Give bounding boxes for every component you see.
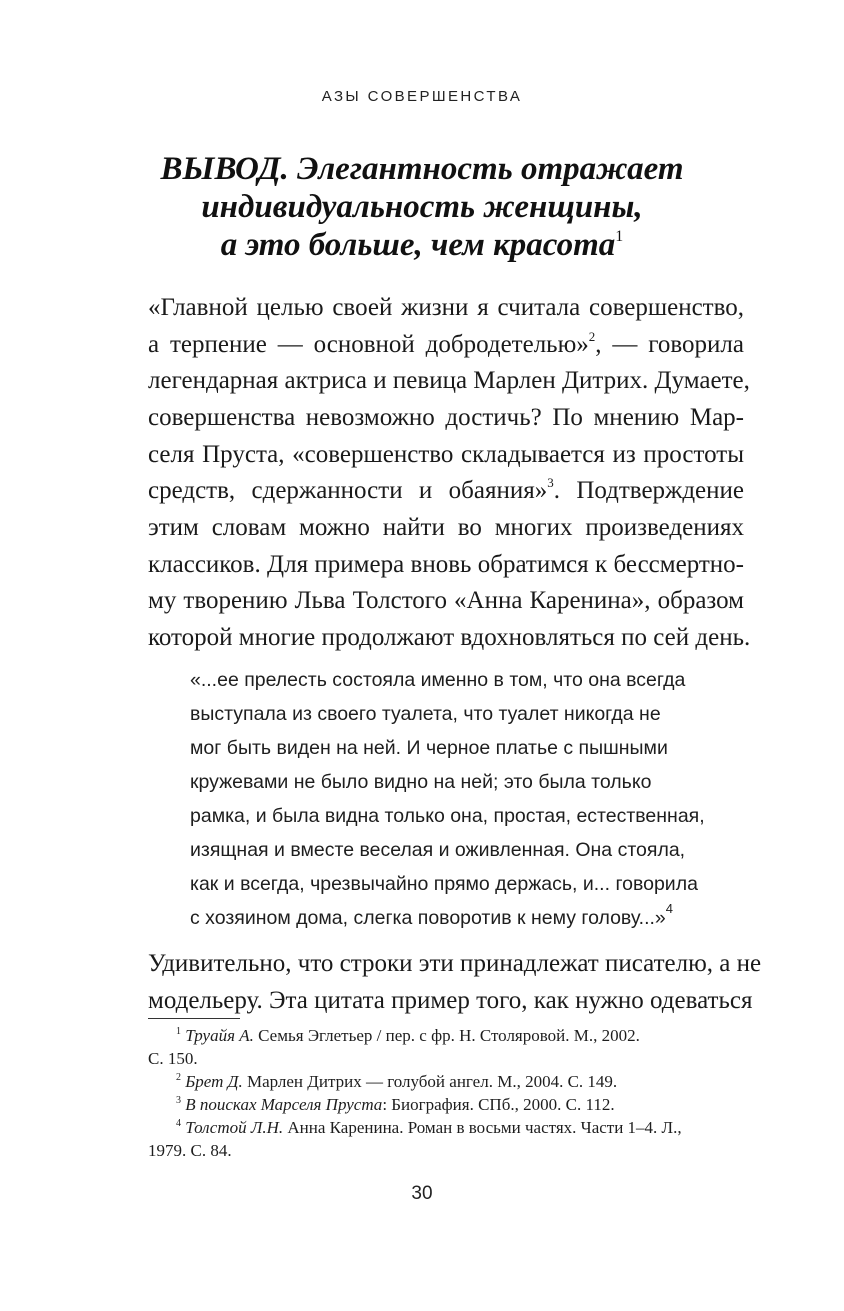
footnote-number: 2 <box>176 1072 181 1083</box>
footnote-author: Толстой Л.Н. <box>185 1118 284 1137</box>
text-line-part: . Подтверждение <box>553 477 744 504</box>
section-heading <box>100 150 744 264</box>
footnote-author: В поисках Марселя Пруста <box>185 1095 383 1114</box>
text-line-part: средств, сдержанности и обаяния» <box>148 477 548 504</box>
footnote <box>148 1024 744 1070</box>
footnote-author: Брет Д. <box>185 1072 243 1091</box>
footnote <box>148 1070 744 1093</box>
footnote-line: С. 150. <box>148 1049 198 1068</box>
footnote-line <box>148 1070 744 1093</box>
quote-line: выступала из своего туалета, что туалет никогда не <box>190 703 661 725</box>
text-line: совершенства невозможно достичь? По мнению Мар- <box>148 404 744 431</box>
footnote-mark: 3 <box>547 475 554 490</box>
footnote-text: Анна Каренина. Роман в восьми частях. Части 1–4. Л., <box>283 1118 682 1137</box>
footnote-line <box>148 1024 744 1047</box>
quote-line-text: с хозяином дома, слегка поворотив к нему голову...» <box>190 907 666 929</box>
footnote <box>148 1093 744 1116</box>
footnote-line <box>148 1116 744 1139</box>
text-line: Удивительно, что строки эти принадлежат писателю, а не <box>148 950 762 977</box>
footnote <box>148 1116 744 1162</box>
footnote-number: 3 <box>176 1095 181 1106</box>
heading-line: индивидуальность женщины, <box>201 189 643 225</box>
quote-line: кружевами не было видно на ней; это была только <box>190 771 652 793</box>
heading-line <box>100 226 744 264</box>
text-line: классиков. Для примера вновь обратимся к бессмертно- <box>148 551 744 578</box>
quote-line: как и всегда, чрезвычайно прямо держась, и... говорила <box>190 873 698 895</box>
text-line-part: , — говорила <box>595 331 745 358</box>
running-head: АЗЫ СОВЕРШЕНСТВА <box>321 88 523 105</box>
footnote-mark: 2 <box>588 329 596 344</box>
text-line: селя Пруста, «совершенство складывается из простоты <box>148 441 744 468</box>
footnote-author: Труайя А. <box>185 1026 254 1045</box>
text-line: этим словам можно найти во многих произведениях <box>148 514 744 541</box>
footnote-text: Марлен Дитрих — голубой ангел. М., 2004. С. 149. <box>242 1072 618 1091</box>
footnote-text: : Биография. СПб., 2000. С. 112. <box>382 1095 615 1114</box>
footnote-number: 4 <box>176 1118 181 1129</box>
footnote-number: 1 <box>176 1026 181 1037</box>
footnote-line <box>148 1093 744 1116</box>
text-line <box>148 326 744 363</box>
footnote-rule <box>148 1018 240 1019</box>
quote-line: рамка, и была видна только она, простая, естественная, <box>190 805 705 827</box>
quote-line <box>190 901 696 935</box>
quote-line: мог быть виден на ней. И черное платье с пышными <box>190 737 668 759</box>
heading-line-text: а это больше, чем красота <box>220 227 616 263</box>
text-line: модельеру. Эта цитата пример того, как нужно одеваться <box>148 987 753 1014</box>
footnote-mark: 4 <box>665 901 673 916</box>
footnote-line: 1979. С. 84. <box>148 1141 232 1160</box>
text-line: легендарная актриса и певица Марлен Дитрих. Думаете, <box>148 367 750 394</box>
footnote-text: Семья Эглетьер / пер. с фр. Н. Столяровой. М., 2002. <box>253 1026 640 1045</box>
text-line: «Главной целью своей жизни я считала совершенство, <box>148 294 744 321</box>
heading-line: ВЫВОД. Элегантность отражает <box>160 151 684 187</box>
page-number: 30 <box>411 1183 433 1204</box>
text-line: му творению Льва Толстого «Анна Каренина», образом <box>148 587 744 614</box>
text-line <box>148 472 744 509</box>
quote-line: «...ее прелесть состояла именно в том, что она всегда <box>190 669 686 691</box>
quote-line: изящная и вместе веселая и оживленная. Она стояла, <box>190 839 686 861</box>
text-line: которой многие продолжают вдохновляться по сей день. <box>148 624 751 651</box>
text-line-part: а терпение — основной добродетелью» <box>148 331 589 358</box>
footnote-mark: 1 <box>615 228 624 245</box>
